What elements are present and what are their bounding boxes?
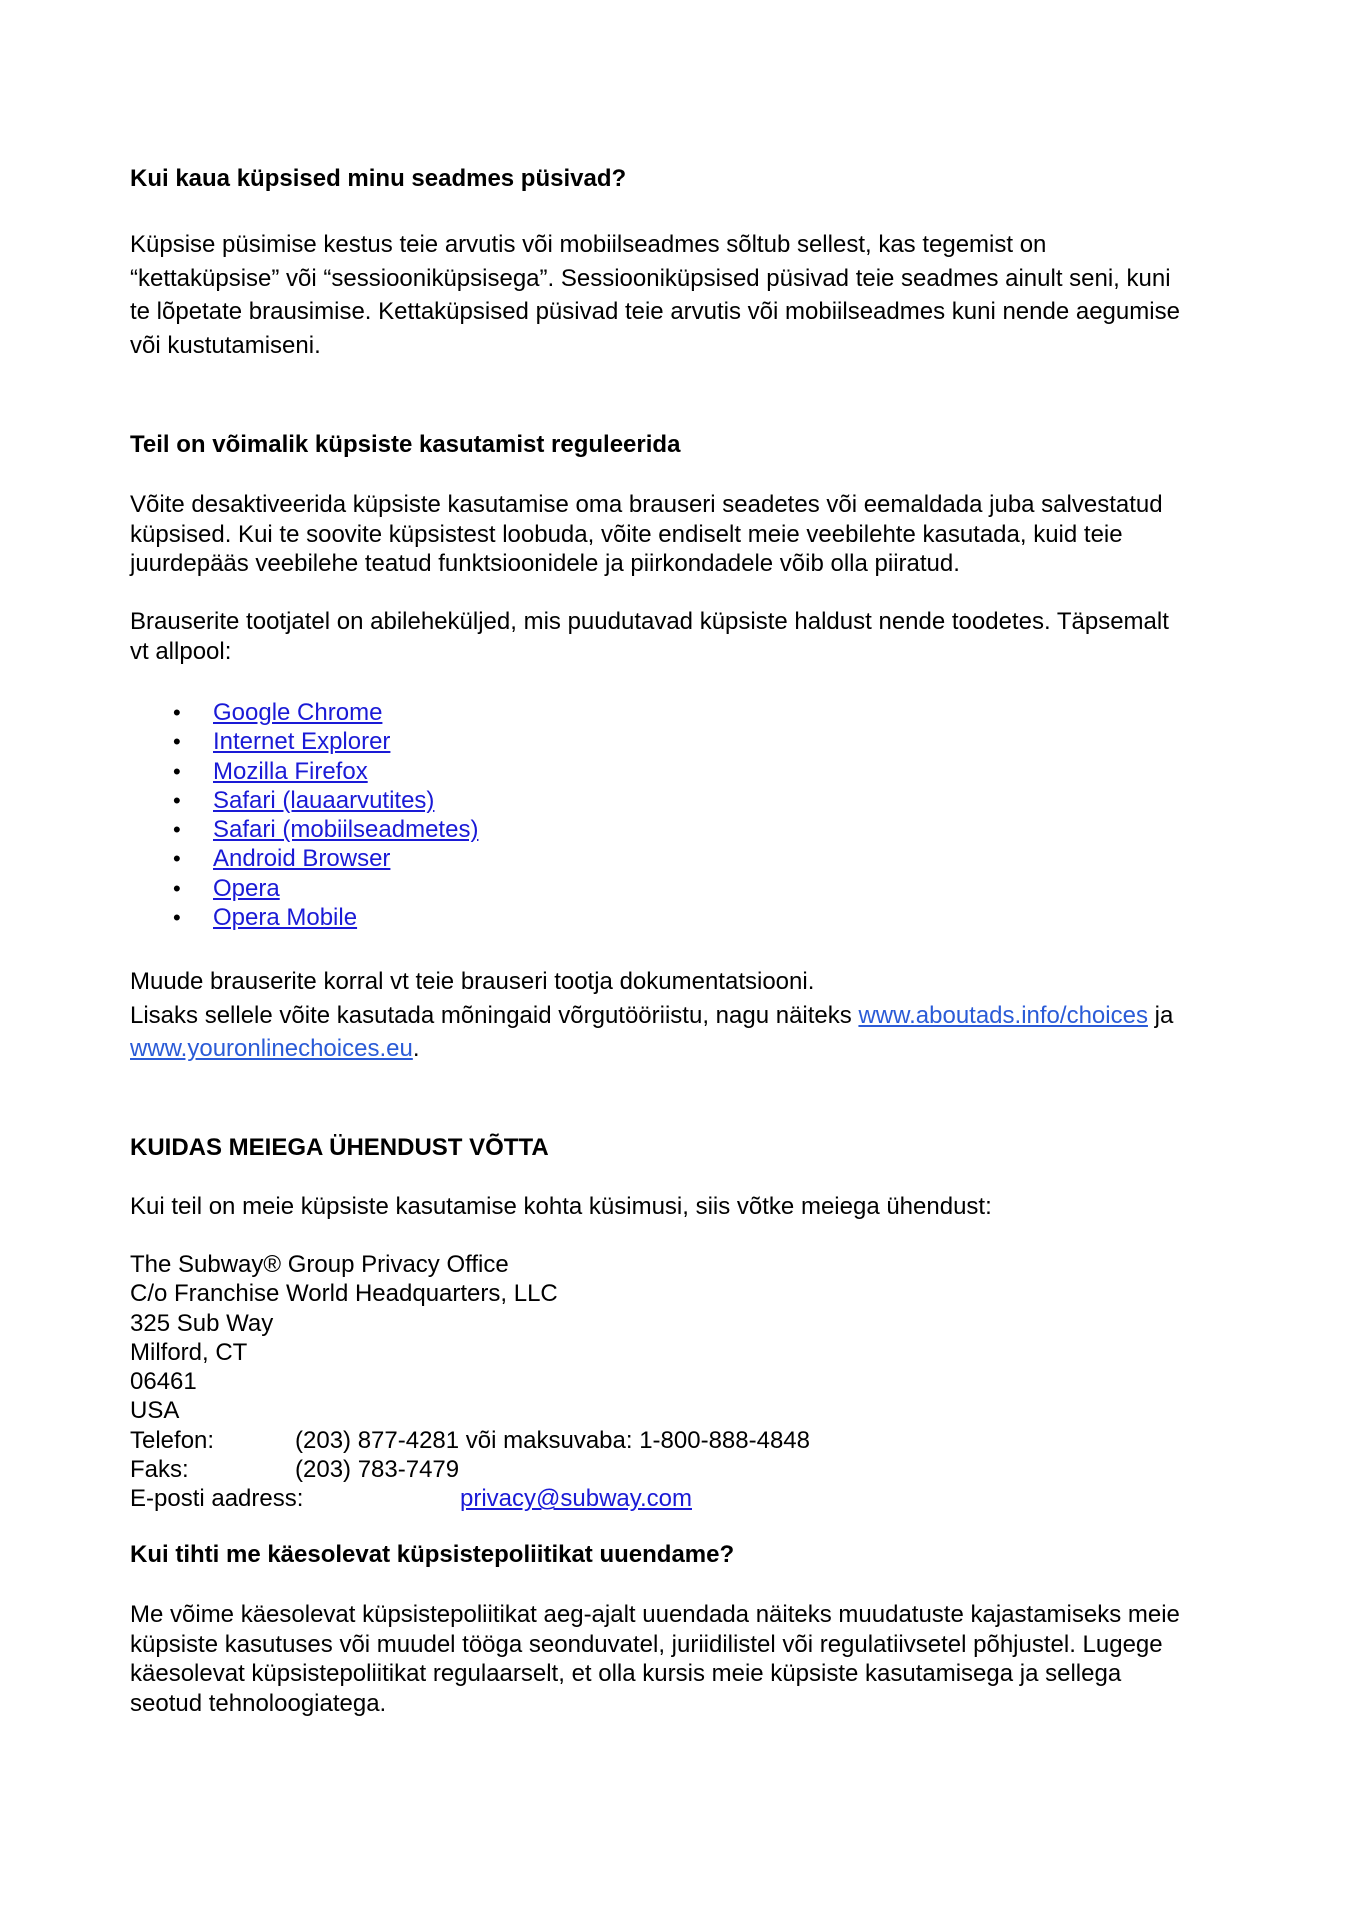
email-link[interactable]: privacy@subway.com [460,1485,692,1513]
text-line: Muude brauserite korral vt teie brauseri tootja dokumentatsiooni. [130,968,815,995]
link-youronlinechoices[interactable]: www.youronlinechoices.eu [130,1035,413,1062]
list-item [130,727,1250,756]
bullet-icon: • [173,817,181,843]
address-line: C/o Franchise World Headquarters, LLC [130,1280,558,1308]
text-line: Võite desaktiveerida küpsiste kasutamise oma brauseri seadetes või eemaldada juba salvestatud [130,491,1163,518]
text-line: juurdepääs veebilehe teatud funktsioonidele ja piirkondadele võib olla piiratud. [130,550,960,577]
paragraph-cookie-duration [130,228,1250,362]
address-line: 325 Sub Way [130,1309,274,1337]
text-line: seotud tehnoloogiatega. [130,1689,387,1717]
contact-address [130,1250,1250,1514]
link-opera[interactable]: Opera [213,874,280,902]
text-line: käesolevat küpsistepoliitikat regulaarselt, et olla kursis meie küpsiste kasutamisega ja sellega [130,1660,1122,1687]
link-android-browser[interactable]: Android Browser [213,845,391,873]
link-safari-mobile[interactable]: Safari (mobiilseadmetes) [213,816,479,844]
text-line: “kettaküpsise” või “sessiooniküpsisega”. Sessiooniküpsised püsivad teie seadmes ainult seni, kuni [130,264,1171,292]
fax-label: Faks: [130,1456,189,1484]
link-safari-desktop[interactable]: Safari (lauaarvutites) [213,786,435,814]
text-line: küpsised. Kui te soovite küpsistest loobuda, võite endiselt meie veebilehte kasutada, kuid teie [130,520,1123,548]
list-item [130,815,1250,844]
bullet-icon: • [173,758,181,784]
address-line: USA [130,1397,180,1425]
tools-end: . [412,1035,420,1062]
text-line [130,999,1250,1033]
text-line [130,1032,1250,1066]
list-item [130,786,1250,815]
bullet-icon: • [173,729,181,755]
tools-prefix: Lisaks sellele võite kasutada mõningaid võrgutööriistu, nagu näiteks [130,1001,859,1029]
phone-value: (203) 877-4281 või maksuvaba: 1-800-888-4848 [295,1426,811,1454]
list-item [130,844,1250,873]
bullet-icon: • [173,787,181,813]
text-line: vt allpool: [130,637,232,665]
text-line: Me võime käesolevat küpsistepoliitikat aeg-ajalt uuendada näiteks muudatuste kajastamiseks meie [130,1601,1180,1628]
paragraph-policy-updates [130,1600,1250,1718]
link-aboutads[interactable]: www.aboutads.info/choices [858,1001,1148,1029]
paragraph-browser-help [130,607,1250,666]
browser-list [130,698,1250,932]
paragraph-disable-cookies [130,490,1250,579]
bullet-icon: • [173,905,181,931]
address-line: Milford, CT [130,1338,248,1366]
address-line: The Subway® Group Privacy Office [130,1251,509,1278]
bullet-icon: • [173,846,181,872]
list-item [130,757,1250,786]
list-item [130,698,1250,727]
email-row [130,1484,1250,1513]
heading-cookie-control: Teil on võimalik küpsiste kasutamist reguleerida [130,431,681,458]
list-item [130,874,1250,903]
fax-value: (203) 783-7479 [295,1456,460,1484]
phone-row [130,1426,1250,1455]
fax-row [130,1455,1250,1484]
heading-policy-updates: Kui tihti me käesolevat küpsistepoliitikat uuendame? [130,1541,735,1568]
text-line: Brauserite tootjatel on abileheküljed, mis puudutavad küpsiste haldust nende toodetes. Täpsemalt [130,608,1169,635]
heading-contact: KUIDAS MEIEGA ÜHENDUST VÕTTA [130,1134,549,1161]
text-line: Küpsise püsimise kestus teie arvutis või mobiilseadmes sõltub sellest, kas tegemist on [130,231,1047,258]
link-internet-explorer[interactable]: Internet Explorer [213,728,391,756]
bullet-icon: • [173,875,181,901]
link-mozilla-firefox[interactable]: Mozilla Firefox [213,757,368,785]
email-label: E-posti aadress: [130,1485,304,1513]
list-item [130,903,1250,932]
tools-mid: ja [1147,1001,1174,1029]
bullet-icon: • [173,700,181,725]
link-google-chrome[interactable]: Google Chrome [213,699,383,726]
text-line: te lõpetate brausimise. Kettaküpsised püsivad teie arvutis või mobiilseadmes kuni nende aegumise [130,298,1180,325]
contact-intro: Kui teil on meie küpsiste kasutamise kohta küsimusi, siis võtke meiega ühendust: [130,1193,992,1220]
link-opera-mobile[interactable]: Opera Mobile [213,904,358,932]
paragraph-other-browsers [130,965,1250,1066]
text-line: küpsiste kasutuses või muudel tööga seonduvatel, juriidilistel või regulatiivsetel põhjustel. Lugege [130,1630,1163,1658]
text-line: või kustutamiseni. [130,331,321,359]
address-line: 06461 [130,1368,197,1396]
heading-cookie-duration: Kui kaua küpsised minu seadmes püsivad? [130,165,627,192]
phone-label: Telefon: [130,1426,215,1454]
